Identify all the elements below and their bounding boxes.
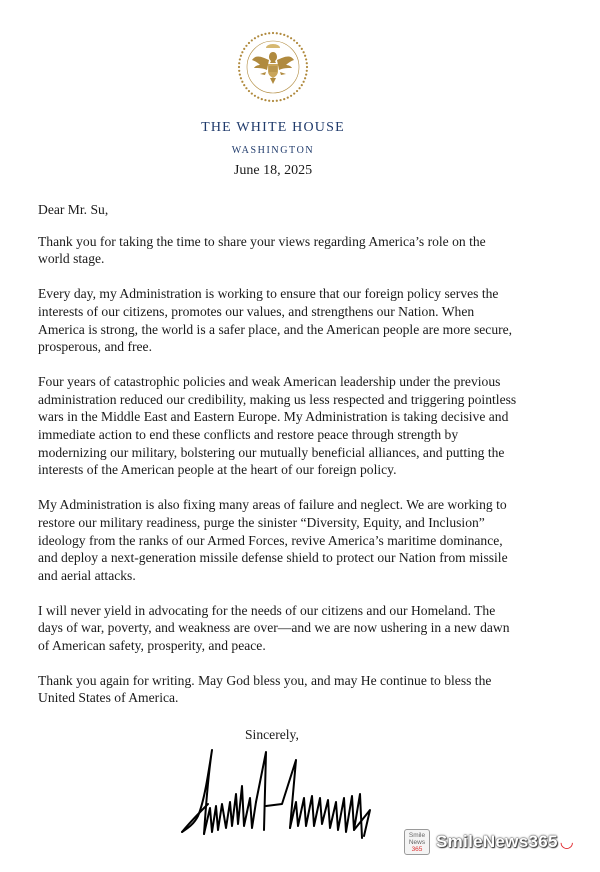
seal-dot	[293, 39, 295, 41]
seal-dot	[248, 42, 250, 44]
paragraph: My Administration is also fixing many areas of failure and neglect. We are working to restore our military readiness, purge the sinister “Diversity, Equity, and Inclusion” ideology from the ranks of our Armed Forces, revive America’s maritime dominance, and deploy a next-generation missile defense shield to protect our Nation from missile and aerial attacks.	[38, 497, 508, 583]
seal-dot	[306, 70, 308, 72]
org-title: THE WHITE HOUSE	[201, 120, 345, 135]
paragraph: Thank you for taking the time to share your views regarding America’s role on the world stage.	[38, 233, 486, 267]
seal-dot	[264, 33, 266, 35]
seal-dot	[305, 58, 307, 60]
seal-dot	[283, 34, 285, 36]
seal-dot	[238, 62, 240, 64]
smile-icon: ◡	[559, 834, 574, 851]
seal-dot	[268, 32, 270, 34]
watermark-logo-icon: Smile News 365	[404, 829, 430, 855]
seal-dot	[287, 97, 289, 99]
seal-dot	[272, 32, 274, 34]
seal-dot	[283, 98, 285, 100]
seal-dot	[296, 90, 298, 92]
watermark-brand: SmileNews365	[436, 832, 558, 851]
seal-dot	[243, 48, 245, 50]
watermark	[404, 827, 574, 857]
seal-dot	[251, 92, 253, 94]
seal-dot	[264, 99, 266, 101]
letter-date: June 18, 2025	[233, 163, 313, 178]
seal-dot	[279, 33, 281, 35]
seal-dot	[245, 87, 247, 89]
seal-dot	[303, 81, 305, 83]
seal-dot	[296, 42, 298, 44]
seal-dot	[254, 37, 256, 39]
seal-dot	[257, 97, 259, 99]
seal-dot	[298, 45, 300, 47]
seal-dot	[239, 58, 241, 60]
seal-dot	[248, 90, 250, 92]
paragraph: Thank you again for writing. May God bless you, and may He continue to bless the United States of America.	[38, 672, 492, 706]
seal-dot	[276, 32, 278, 34]
seal-dot	[268, 100, 270, 102]
seal-dot	[304, 77, 306, 79]
seal-dot	[290, 37, 292, 39]
seal-dot	[293, 92, 295, 94]
seal-dot	[257, 35, 259, 37]
letter-body	[38, 201, 518, 724]
paragraph: I will never yield in advocating for the needs of our citizens and our Homeland. The days of war, poverty, and weakness are over—and we are now ushering in a new dawn of American safety, prosperity, and peace.	[38, 602, 510, 654]
presidential-seal-icon	[236, 30, 310, 104]
seal-dot	[251, 39, 253, 41]
seal-dot	[238, 66, 240, 68]
seal-dot	[240, 55, 242, 57]
seal-dot	[254, 95, 256, 97]
seal-dot	[298, 87, 300, 89]
seal-dot	[290, 95, 292, 97]
seal-dot	[303, 51, 305, 53]
paragraph: Four years of catastrophic policies and weak American leadership under the previous administration reduced our credibility, making us less respected and triggering pointless wars in the Middle East and Eastern Europe. My Administration is taking decisive and immediate action to end these conflicts and restore peace through strength by modernizing our military, bolstering our mutually beneficial alliances, and putting the interests of the American people at the heart of our foreign policy.	[38, 373, 517, 478]
closing: Sincerely,	[245, 727, 299, 742]
seal-dot	[240, 77, 242, 79]
seal-dot	[305, 73, 307, 75]
seal-dot	[272, 100, 274, 102]
seal-dot	[306, 66, 308, 68]
seal-dot	[276, 100, 278, 102]
signature-icon	[178, 746, 378, 844]
seal-dot	[245, 45, 247, 47]
seal-dot	[238, 70, 240, 72]
seal-dot	[239, 73, 241, 75]
seal-dot	[261, 98, 263, 100]
seal-dot	[301, 84, 303, 86]
seal-dot	[306, 62, 308, 64]
seal-dot	[241, 81, 243, 83]
seal-dot	[261, 34, 263, 36]
seal-dot	[241, 51, 243, 53]
seal-dot	[243, 84, 245, 86]
salutation: Dear Mr. Su,	[38, 202, 109, 217]
seal-dot	[301, 48, 303, 50]
seal-dot	[279, 99, 281, 101]
org-city: WASHINGTON	[231, 145, 315, 156]
seal-dot	[304, 55, 306, 57]
seal-dot	[287, 35, 289, 37]
paragraph: Every day, my Administration is working to ensure that our foreign policy serves the interests of our citizens, promotes our values, and strengthens our Nation. When America is strong, the world is a safer place, and the American people are more secure, prosperous, and free.	[38, 286, 513, 355]
